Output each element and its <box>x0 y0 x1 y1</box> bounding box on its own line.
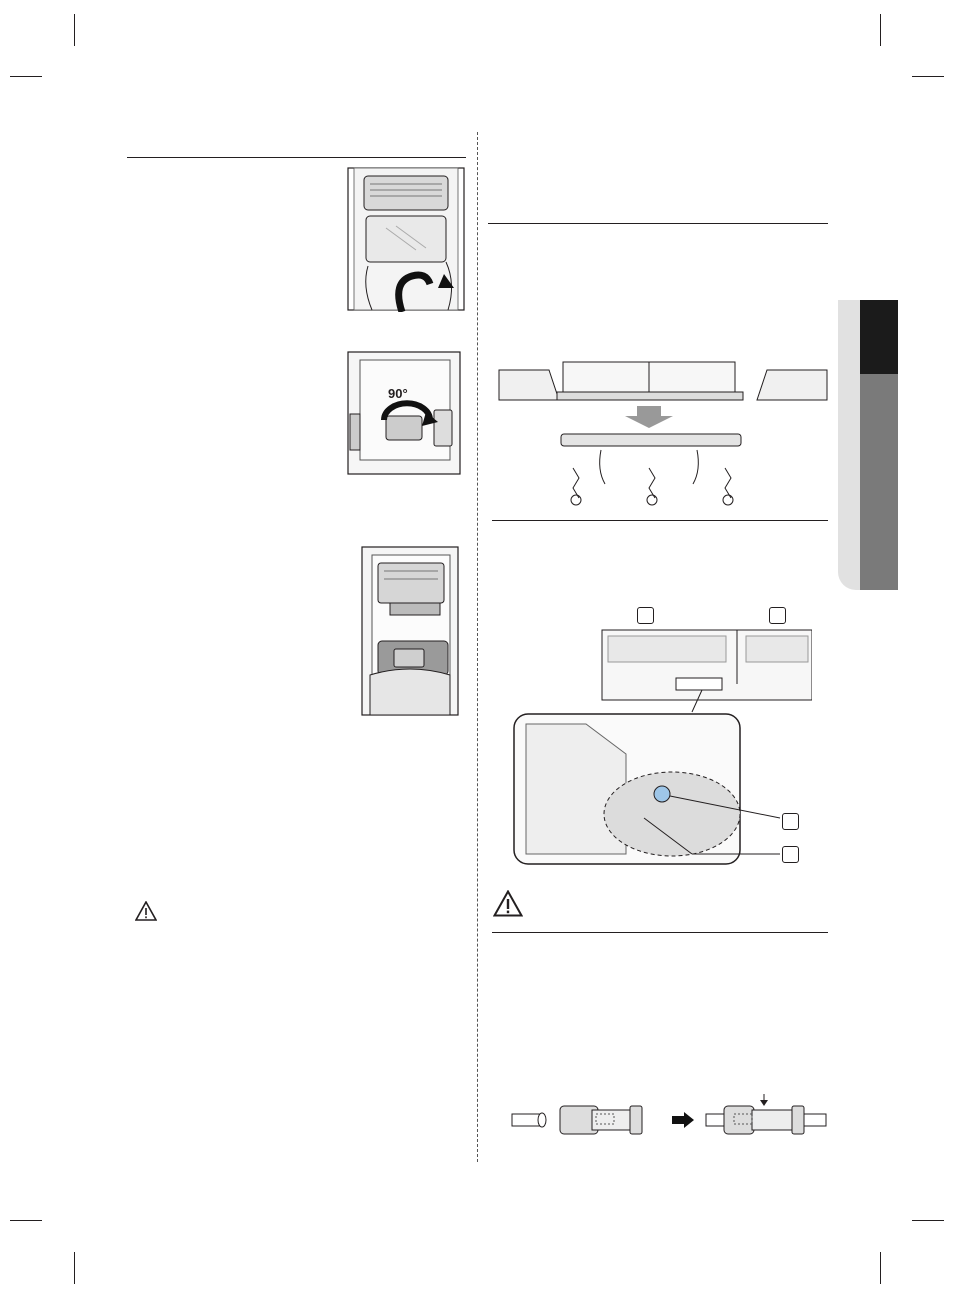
section-rule-right-2 <box>492 520 828 521</box>
section-rule-right-1 <box>488 223 828 224</box>
ice-maker-rotate-illustration <box>346 350 462 476</box>
crop-mark <box>10 1220 42 1221</box>
crop-mark <box>912 76 944 77</box>
section-rule-left-top <box>127 157 466 158</box>
crop-mark <box>912 1220 944 1221</box>
label-box-b <box>769 607 786 624</box>
side-tab-active <box>860 300 898 374</box>
crop-mark <box>74 1252 75 1284</box>
water-line-connector-illustration <box>512 604 812 866</box>
label-box-a <box>637 607 654 624</box>
label-box-c <box>782 813 799 830</box>
lower-cover-removal-illustration <box>497 360 829 506</box>
label-box-d <box>782 846 799 863</box>
rotate-angle-label: 90° <box>388 386 408 401</box>
warning-triangle-icon <box>135 901 157 921</box>
side-tab-shadow <box>838 300 860 590</box>
dispenser-interior-illustration <box>360 545 460 717</box>
crop-mark <box>880 1252 881 1284</box>
ice-bucket-removal-illustration <box>346 166 466 312</box>
warning-triangle-icon <box>493 890 523 917</box>
crop-mark <box>880 14 881 46</box>
side-tab-section <box>860 374 898 590</box>
crop-mark <box>74 14 75 46</box>
column-divider <box>477 132 478 1162</box>
tube-joint-illustration <box>510 1094 828 1140</box>
section-rule-right-3 <box>492 932 828 933</box>
crop-mark <box>10 76 42 77</box>
